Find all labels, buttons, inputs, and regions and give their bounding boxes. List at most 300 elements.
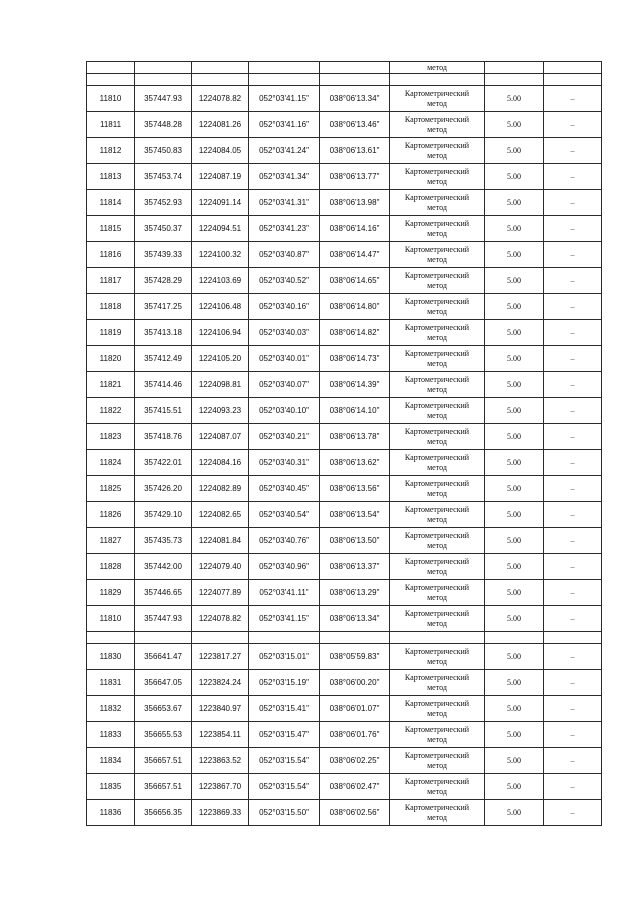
method-cell	[390, 242, 485, 268]
x-coordinate-cell: 357448.28	[135, 112, 192, 138]
method-line-2: метод	[427, 786, 447, 796]
point-number-cell: 11833	[87, 722, 135, 748]
dash-cell: –	[544, 398, 602, 424]
dash-cell: –	[544, 502, 602, 528]
x-coordinate-cell: 356657.51	[135, 748, 192, 774]
table-row	[87, 346, 602, 372]
dash-cell: –	[544, 86, 602, 112]
point-number-cell: 11810	[87, 606, 135, 632]
method-line-1: Картометрический	[404, 698, 470, 708]
method-cell	[390, 164, 485, 190]
method-line-1: Картометрический	[404, 374, 470, 384]
table-row	[87, 450, 602, 476]
method-line-2: метод	[427, 618, 447, 628]
method-cell	[390, 800, 485, 826]
table-row	[87, 112, 602, 138]
spacer-cell	[192, 74, 249, 86]
header-cell-empty	[320, 62, 390, 74]
x-coordinate-cell: 356657.51	[135, 774, 192, 800]
y-coordinate-cell: 1223869.33	[192, 800, 249, 826]
method-line-2: метод	[427, 176, 447, 186]
latitude-cell: 052°03'41.16"	[249, 112, 320, 138]
method-cell	[390, 502, 485, 528]
y-coordinate-cell: 1223824.24	[192, 670, 249, 696]
dash-cell: –	[544, 476, 602, 502]
spacer-cell	[320, 632, 390, 644]
x-coordinate-cell: 356647.05	[135, 670, 192, 696]
method-line-2: метод	[427, 708, 447, 718]
method-line-2: метод	[427, 462, 447, 472]
spacer-cell	[135, 74, 192, 86]
y-coordinate-cell: 1223867.70	[192, 774, 249, 800]
longitude-cell: 038°06'13.34"	[320, 606, 390, 632]
dash-cell: –	[544, 554, 602, 580]
y-coordinate-cell: 1224081.84	[192, 528, 249, 554]
spacer-cell	[249, 74, 320, 86]
method-line-1: Картометрический	[404, 556, 470, 566]
dash-cell: –	[544, 800, 602, 826]
table-row	[87, 502, 602, 528]
point-number-cell: 11836	[87, 800, 135, 826]
x-coordinate-cell: 356641.47	[135, 644, 192, 670]
dash-cell: –	[544, 528, 602, 554]
y-coordinate-cell: 1224077.89	[192, 580, 249, 606]
method-line-2: метод	[427, 124, 447, 134]
dash-cell: –	[544, 450, 602, 476]
y-coordinate-cell: 1224098.81	[192, 372, 249, 398]
longitude-cell: 038°06'13.46"	[320, 112, 390, 138]
table-row	[87, 268, 602, 294]
latitude-cell: 052°03'41.15"	[249, 86, 320, 112]
latitude-cell: 052°03'41.34"	[249, 164, 320, 190]
spacer-cell	[390, 632, 485, 644]
point-number-cell: 11824	[87, 450, 135, 476]
y-coordinate-cell: 1224103.69	[192, 268, 249, 294]
latitude-cell: 052°03'15.01"	[249, 644, 320, 670]
method-line-2: метод	[427, 150, 447, 160]
x-coordinate-cell: 357413.18	[135, 320, 192, 346]
method-cell	[390, 86, 485, 112]
point-number-cell: 11813	[87, 164, 135, 190]
x-coordinate-cell: 357447.93	[135, 606, 192, 632]
y-coordinate-cell: 1224084.16	[192, 450, 249, 476]
longitude-cell: 038°06'02.47"	[320, 774, 390, 800]
method-line-1: Картометрический	[404, 750, 470, 760]
method-line-2: метод	[427, 202, 447, 212]
x-coordinate-cell: 356655.53	[135, 722, 192, 748]
latitude-cell: 052°03'41.23"	[249, 216, 320, 242]
point-number-cell: 11816	[87, 242, 135, 268]
x-coordinate-cell: 357418.76	[135, 424, 192, 450]
table-row	[87, 294, 602, 320]
y-coordinate-cell: 1224087.07	[192, 424, 249, 450]
accuracy-cell: 5.00	[485, 670, 544, 696]
spacer-cell	[249, 632, 320, 644]
spacer-cell	[135, 632, 192, 644]
x-coordinate-cell: 357450.83	[135, 138, 192, 164]
method-line-2: метод	[427, 488, 447, 498]
latitude-cell: 052°03'40.21"	[249, 424, 320, 450]
table-row	[87, 320, 602, 346]
method-line-2: метод	[427, 656, 447, 666]
latitude-cell: 052°03'41.24"	[249, 138, 320, 164]
y-coordinate-cell: 1224100.32	[192, 242, 249, 268]
latitude-cell: 052°03'15.41"	[249, 696, 320, 722]
x-coordinate-cell: 357450.37	[135, 216, 192, 242]
longitude-cell: 038°06'13.29"	[320, 580, 390, 606]
method-cell	[390, 696, 485, 722]
x-coordinate-cell: 357439.33	[135, 242, 192, 268]
y-coordinate-cell: 1224081.26	[192, 112, 249, 138]
x-coordinate-cell: 357412.49	[135, 346, 192, 372]
method-cell	[390, 644, 485, 670]
accuracy-cell: 5.00	[485, 800, 544, 826]
latitude-cell: 052°03'40.54"	[249, 502, 320, 528]
longitude-cell: 038°06'14.10"	[320, 398, 390, 424]
point-number-cell: 11835	[87, 774, 135, 800]
latitude-cell: 052°03'40.10"	[249, 398, 320, 424]
dash-cell: –	[544, 424, 602, 450]
latitude-cell: 052°03'15.54"	[249, 774, 320, 800]
spacer-cell	[485, 632, 544, 644]
method-cell	[390, 528, 485, 554]
method-line-1: Картометрический	[404, 400, 470, 410]
longitude-cell: 038°06'01.76"	[320, 722, 390, 748]
accuracy-cell: 5.00	[485, 86, 544, 112]
method-cell	[390, 424, 485, 450]
point-number-cell: 11823	[87, 424, 135, 450]
accuracy-cell: 5.00	[485, 528, 544, 554]
table-row	[87, 748, 602, 774]
method-cell	[390, 722, 485, 748]
method-line-1: Картометрический	[404, 802, 470, 812]
longitude-cell: 038°05'59.83"	[320, 644, 390, 670]
method-line-2: метод	[427, 332, 447, 342]
longitude-cell: 038°06'13.78"	[320, 424, 390, 450]
method-line-2: метод	[427, 98, 447, 108]
y-coordinate-cell: 1224079.40	[192, 554, 249, 580]
method-line-1: Картометрический	[404, 140, 470, 150]
latitude-cell: 052°03'15.54"	[249, 748, 320, 774]
point-number-cell: 11812	[87, 138, 135, 164]
dash-cell: –	[544, 138, 602, 164]
accuracy-cell: 5.00	[485, 112, 544, 138]
accuracy-cell: 5.00	[485, 372, 544, 398]
table-row	[87, 190, 602, 216]
table-row	[87, 722, 602, 748]
y-coordinate-cell: 1223840.97	[192, 696, 249, 722]
method-line-1: Картометрический	[404, 166, 470, 176]
latitude-cell: 052°03'41.15"	[249, 606, 320, 632]
spacer-cell	[544, 74, 602, 86]
longitude-cell: 038°06'01.07"	[320, 696, 390, 722]
longitude-cell: 038°06'13.34"	[320, 86, 390, 112]
x-coordinate-cell: 357414.46	[135, 372, 192, 398]
dash-cell: –	[544, 346, 602, 372]
latitude-cell: 052°03'15.19"	[249, 670, 320, 696]
x-coordinate-cell: 357417.25	[135, 294, 192, 320]
method-line-1: Картометрический	[404, 504, 470, 514]
method-line-2: метод	[427, 410, 447, 420]
method-line-1: Картометрический	[404, 322, 470, 332]
longitude-cell: 038°06'13.37"	[320, 554, 390, 580]
method-cell	[390, 112, 485, 138]
y-coordinate-cell: 1224106.48	[192, 294, 249, 320]
method-cell	[390, 268, 485, 294]
latitude-cell: 052°03'40.87"	[249, 242, 320, 268]
point-number-cell: 11814	[87, 190, 135, 216]
latitude-cell: 052°03'40.76"	[249, 528, 320, 554]
x-coordinate-cell: 357415.51	[135, 398, 192, 424]
table-row	[87, 164, 602, 190]
dash-cell: –	[544, 748, 602, 774]
method-line-1: Картометрический	[404, 114, 470, 124]
point-number-cell: 11827	[87, 528, 135, 554]
method-cell	[390, 138, 485, 164]
method-line-2: метод	[427, 436, 447, 446]
header-row	[87, 62, 602, 74]
longitude-cell: 038°06'13.62"	[320, 450, 390, 476]
x-coordinate-cell: 357442.00	[135, 554, 192, 580]
y-coordinate-cell: 1224087.19	[192, 164, 249, 190]
point-number-cell: 11817	[87, 268, 135, 294]
x-coordinate-cell: 356653.67	[135, 696, 192, 722]
dash-cell: –	[544, 580, 602, 606]
longitude-cell: 038°06'14.73"	[320, 346, 390, 372]
longitude-cell: 038°06'02.56"	[320, 800, 390, 826]
dash-cell: –	[544, 670, 602, 696]
y-coordinate-cell: 1224082.89	[192, 476, 249, 502]
accuracy-cell: 5.00	[485, 450, 544, 476]
header-method-tail: метод	[390, 62, 485, 74]
method-line-2: метод	[427, 228, 447, 238]
y-coordinate-cell: 1223863.52	[192, 748, 249, 774]
dash-cell: –	[544, 696, 602, 722]
method-cell	[390, 372, 485, 398]
method-line-2: метод	[427, 566, 447, 576]
table-body	[87, 62, 602, 826]
method-line-1: Картометрический	[404, 218, 470, 228]
point-number-cell: 11821	[87, 372, 135, 398]
accuracy-cell: 5.00	[485, 268, 544, 294]
method-line-2: метод	[427, 592, 447, 602]
x-coordinate-cell: 357453.74	[135, 164, 192, 190]
accuracy-cell: 5.00	[485, 424, 544, 450]
latitude-cell: 052°03'40.03"	[249, 320, 320, 346]
y-coordinate-cell: 1223817.27	[192, 644, 249, 670]
method-line-1: Картометрический	[404, 608, 470, 618]
accuracy-cell: 5.00	[485, 320, 544, 346]
method-cell	[390, 774, 485, 800]
y-coordinate-cell: 1224105.20	[192, 346, 249, 372]
longitude-cell: 038°06'14.39"	[320, 372, 390, 398]
latitude-cell: 052°03'15.47"	[249, 722, 320, 748]
table-row	[87, 644, 602, 670]
latitude-cell: 052°03'15.50"	[249, 800, 320, 826]
point-number-cell: 11818	[87, 294, 135, 320]
latitude-cell: 052°03'40.16"	[249, 294, 320, 320]
point-number-cell: 11811	[87, 112, 135, 138]
point-number-cell: 11810	[87, 86, 135, 112]
method-cell	[390, 346, 485, 372]
method-line-2: метод	[427, 358, 447, 368]
accuracy-cell: 5.00	[485, 644, 544, 670]
dash-cell: –	[544, 216, 602, 242]
dash-cell: –	[544, 294, 602, 320]
accuracy-cell: 5.00	[485, 502, 544, 528]
accuracy-cell: 5.00	[485, 774, 544, 800]
method-cell	[390, 580, 485, 606]
accuracy-cell: 5.00	[485, 242, 544, 268]
method-cell	[390, 294, 485, 320]
longitude-cell: 038°06'13.61"	[320, 138, 390, 164]
point-number-cell: 11819	[87, 320, 135, 346]
table-row	[87, 800, 602, 826]
spacer-cell	[320, 74, 390, 86]
latitude-cell: 052°03'40.96"	[249, 554, 320, 580]
method-line-2: метод	[427, 812, 447, 822]
longitude-cell: 038°06'00.20"	[320, 670, 390, 696]
x-coordinate-cell: 357429.10	[135, 502, 192, 528]
latitude-cell: 052°03'40.45"	[249, 476, 320, 502]
longitude-cell: 038°06'13.54"	[320, 502, 390, 528]
method-line-1: Картометрический	[404, 244, 470, 254]
table-row	[87, 86, 602, 112]
method-line-1: Картометрический	[404, 88, 470, 98]
latitude-cell: 052°03'40.07"	[249, 372, 320, 398]
method-line-1: Картометрический	[404, 672, 470, 682]
y-coordinate-cell: 1224082.65	[192, 502, 249, 528]
point-number-cell: 11834	[87, 748, 135, 774]
longitude-cell: 038°06'13.77"	[320, 164, 390, 190]
y-coordinate-cell: 1224078.82	[192, 86, 249, 112]
x-coordinate-cell: 357422.01	[135, 450, 192, 476]
dash-cell: –	[544, 774, 602, 800]
method-line-1: Картометрический	[404, 296, 470, 306]
longitude-cell: 038°06'14.47"	[320, 242, 390, 268]
method-line-1: Картометрический	[404, 270, 470, 280]
method-line-1: Картометрический	[404, 426, 470, 436]
table-row	[87, 216, 602, 242]
accuracy-cell: 5.00	[485, 580, 544, 606]
x-coordinate-cell: 357428.29	[135, 268, 192, 294]
longitude-cell: 038°06'14.80"	[320, 294, 390, 320]
table-row	[87, 774, 602, 800]
spacer-cell	[192, 632, 249, 644]
method-cell	[390, 670, 485, 696]
accuracy-cell: 5.00	[485, 138, 544, 164]
table-row	[87, 242, 602, 268]
point-number-cell: 11820	[87, 346, 135, 372]
point-number-cell: 11822	[87, 398, 135, 424]
latitude-cell: 052°03'40.31"	[249, 450, 320, 476]
method-line-1: Картометрический	[404, 582, 470, 592]
dash-cell: –	[544, 190, 602, 216]
method-line-1: Картометрический	[404, 478, 470, 488]
point-number-cell: 11826	[87, 502, 135, 528]
method-cell	[390, 216, 485, 242]
longitude-cell: 038°06'14.65"	[320, 268, 390, 294]
dash-cell: –	[544, 320, 602, 346]
latitude-cell: 052°03'40.01"	[249, 346, 320, 372]
accuracy-cell: 5.00	[485, 164, 544, 190]
longitude-cell: 038°06'14.82"	[320, 320, 390, 346]
method-line-2: метод	[427, 734, 447, 744]
accuracy-cell: 5.00	[485, 554, 544, 580]
y-coordinate-cell: 1223854.11	[192, 722, 249, 748]
table-row	[87, 138, 602, 164]
method-cell	[390, 554, 485, 580]
method-cell	[390, 476, 485, 502]
accuracy-cell: 5.00	[485, 216, 544, 242]
longitude-cell: 038°06'13.98"	[320, 190, 390, 216]
method-line-1: Картометрический	[404, 724, 470, 734]
spacer-cell	[390, 74, 485, 86]
table-row	[87, 476, 602, 502]
spacer-cell	[87, 74, 135, 86]
method-line-2: метод	[427, 254, 447, 264]
x-coordinate-cell: 357446.65	[135, 580, 192, 606]
spacer-row	[87, 74, 602, 86]
x-coordinate-cell: 356656.35	[135, 800, 192, 826]
method-cell	[390, 190, 485, 216]
header-cell-empty	[249, 62, 320, 74]
table-row	[87, 554, 602, 580]
point-number-cell: 11830	[87, 644, 135, 670]
dash-cell: –	[544, 722, 602, 748]
method-line-2: метод	[427, 384, 447, 394]
method-line-2: метод	[427, 682, 447, 692]
header-cell-empty	[544, 62, 602, 74]
header-cell-empty	[192, 62, 249, 74]
method-line-1: Картометрический	[404, 776, 470, 786]
accuracy-cell: 5.00	[485, 398, 544, 424]
x-coordinate-cell: 357435.73	[135, 528, 192, 554]
accuracy-cell: 5.00	[485, 346, 544, 372]
header-cell-empty	[485, 62, 544, 74]
header-cell-empty	[135, 62, 192, 74]
dash-cell: –	[544, 268, 602, 294]
method-line-2: метод	[427, 280, 447, 290]
coordinates-table	[86, 61, 602, 826]
x-coordinate-cell: 357447.93	[135, 86, 192, 112]
accuracy-cell: 5.00	[485, 476, 544, 502]
method-line-2: метод	[427, 306, 447, 316]
point-number-cell: 11825	[87, 476, 135, 502]
dash-cell: –	[544, 164, 602, 190]
accuracy-cell: 5.00	[485, 748, 544, 774]
point-number-cell: 11815	[87, 216, 135, 242]
method-cell	[390, 320, 485, 346]
method-cell	[390, 748, 485, 774]
method-cell	[390, 450, 485, 476]
x-coordinate-cell: 357426.20	[135, 476, 192, 502]
longitude-cell: 038°06'13.56"	[320, 476, 390, 502]
y-coordinate-cell: 1224106.94	[192, 320, 249, 346]
table-row	[87, 424, 602, 450]
accuracy-cell: 5.00	[485, 696, 544, 722]
latitude-cell: 052°03'41.11"	[249, 580, 320, 606]
accuracy-cell: 5.00	[485, 294, 544, 320]
point-number-cell: 11829	[87, 580, 135, 606]
point-number-cell: 11828	[87, 554, 135, 580]
table-row	[87, 696, 602, 722]
method-line-2: метод	[427, 514, 447, 524]
method-cell	[390, 398, 485, 424]
y-coordinate-cell: 1224078.82	[192, 606, 249, 632]
latitude-cell: 052°03'40.52"	[249, 268, 320, 294]
y-coordinate-cell: 1224091.14	[192, 190, 249, 216]
